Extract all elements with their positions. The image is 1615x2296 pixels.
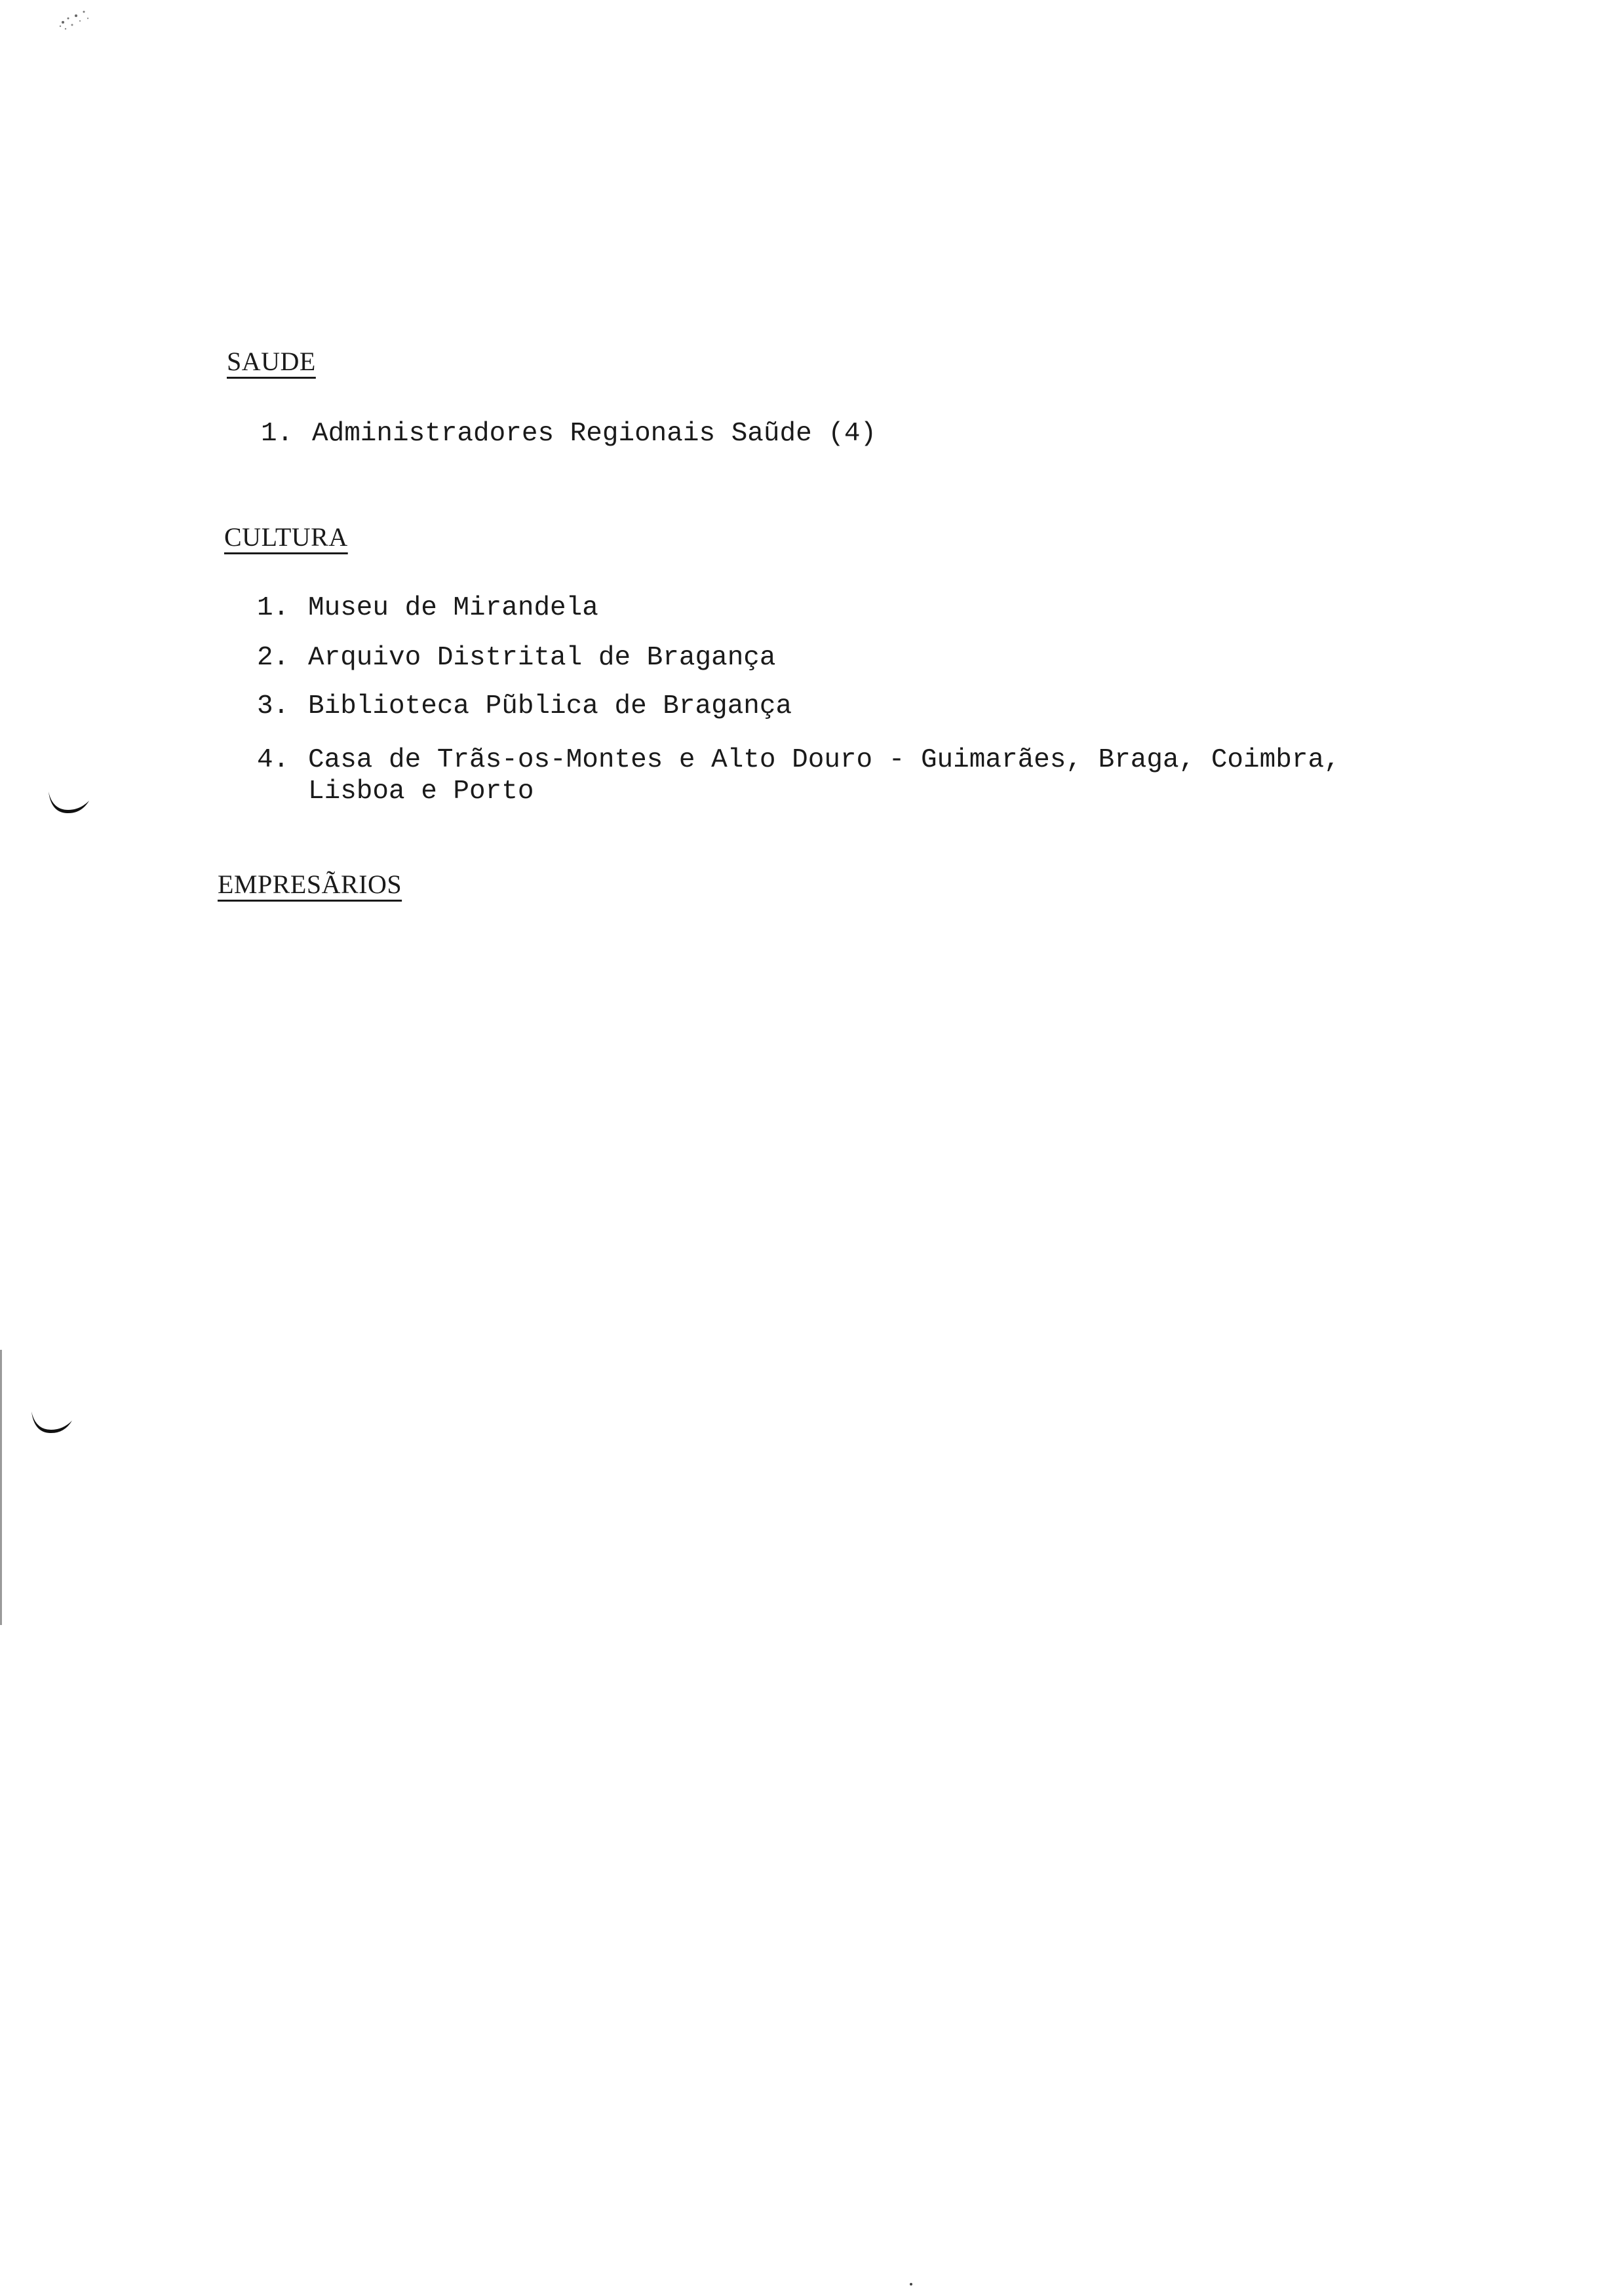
list-item (257, 691, 792, 722)
list-item-text: Biblioteca Pũblica de Bragança (308, 691, 792, 721)
list-item-number: 1. (257, 593, 290, 623)
list-item-number: 1. (261, 419, 294, 449)
section-heading-saude: SAUDE (227, 347, 316, 376)
section-heading-cultura: CULTURA (224, 522, 348, 552)
list-item-number: 2. (257, 643, 290, 673)
scan-speck-icon (55, 3, 107, 39)
list-item-text: Museu de Mirandela (308, 593, 598, 623)
crescent-punch-mark-icon (46, 790, 92, 814)
list-item-text: Casa de Trãs-os-Montes e Alto Douro - Guimarães, Braga, Coimbra, (308, 745, 1340, 775)
list-item-number: 3. (257, 691, 290, 721)
list-item-text-continuation: Lisboa e Porto (308, 776, 534, 807)
list-item (257, 744, 1340, 807)
list-item-text: Administradores Regionais Saũde (4) (312, 419, 877, 449)
list-item (257, 642, 776, 674)
section-heading-empresarios: EMPRESÃRIOS (218, 870, 402, 899)
scan-dot (910, 2283, 912, 2286)
list-item-number: 4. (257, 745, 290, 775)
scan-edge-line (0, 1350, 2, 1625)
list-item (261, 418, 876, 450)
list-item (257, 592, 598, 624)
crescent-punch-mark-icon (29, 1410, 75, 1434)
list-item-text: Arquivo Distrital de Bragança (308, 643, 776, 673)
